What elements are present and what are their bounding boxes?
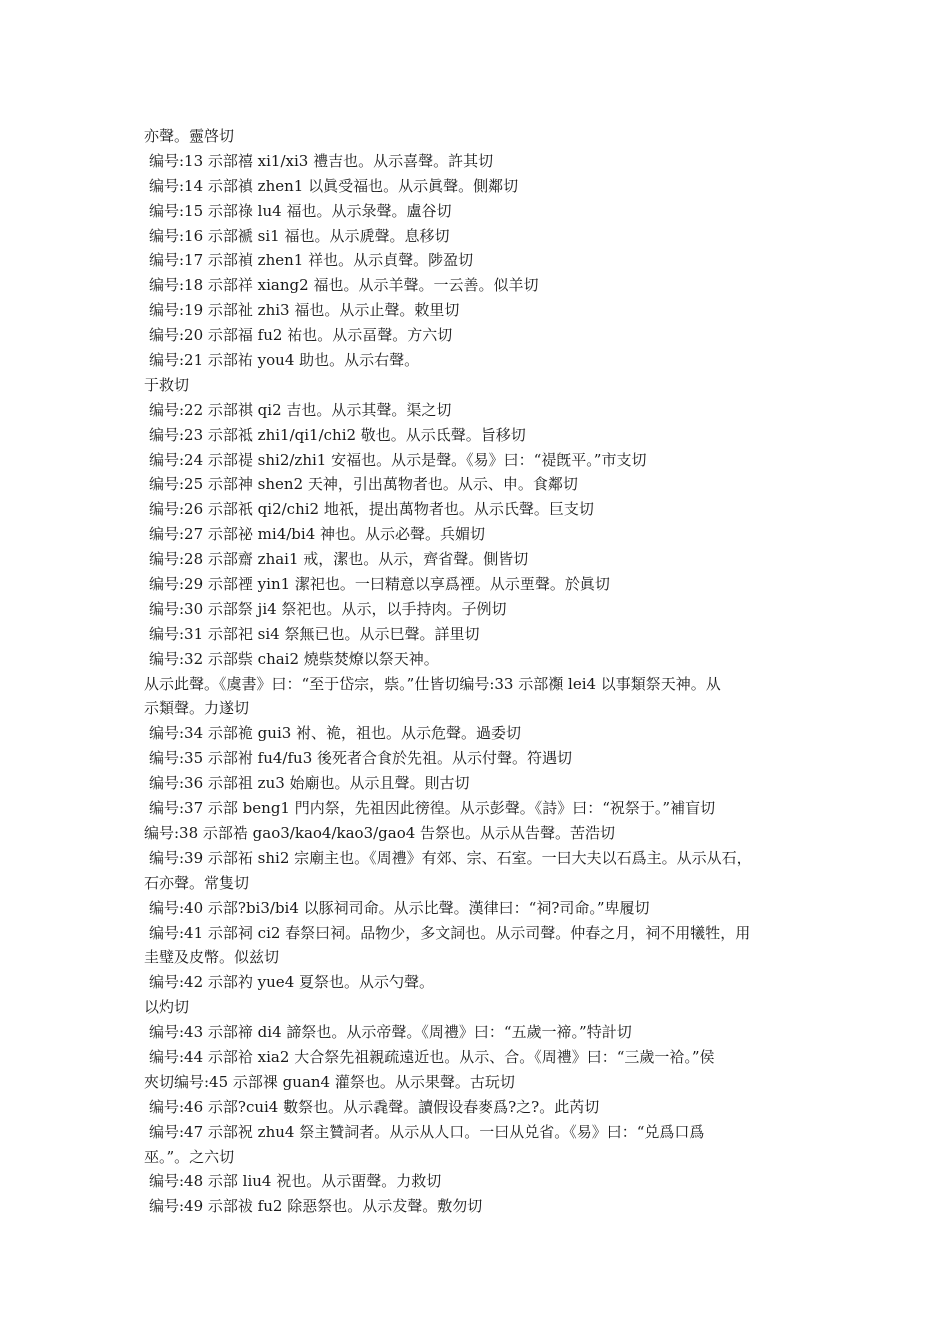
text-line: 编号:22 示部祺 qi2 吉也。从示其聲。渠之切	[149, 400, 452, 419]
text-line: 编号:18 示部祥 xiang2 福也。从示羊聲。一云善。似羊切	[149, 276, 539, 295]
text-line: 编号:35 示部袝 fu4/fu3 後死者合食於先祖。从示付聲。符遇切	[149, 749, 573, 768]
text-line: 编号:27 示部祕 mi4/bi4 神也。从示必聲。兵媚切	[149, 525, 486, 544]
text-line: 示類聲。力遂切	[144, 699, 250, 718]
text-line: 编号:14 示部禛 zhen1 以眞受福也。从示眞聲。側鄰切	[149, 176, 519, 195]
text-line: 编号:39 示部祏 shi2 宗廟主也。《周禮》有郊、宗、石室。一曰大夫以石爲主。从示从石，	[149, 848, 752, 867]
text-line: 编号:20 示部福 fu2 祐也。从示畐聲。方六切	[149, 326, 453, 345]
text-line: 石亦聲。常隻切	[144, 873, 250, 892]
text-line: 编号:29 示部禋 yin1 潔祀也。一曰精意以享爲禋。从示垔聲。於眞切	[149, 575, 610, 594]
text-line: 编号:25 示部神 shen2 天神，引出萬物者也。从示、申。食鄰切	[149, 475, 578, 494]
text-line: 编号:17 示部禎 zhen1 祥也。从示貞聲。陟盈切	[149, 251, 474, 270]
text-line: 编号:37 示部 beng1 門内祭，先祖因此徬徨。从示彭聲。《詩》曰：“祝祭于。”補盲切	[149, 799, 716, 818]
text-line: 编号:36 示部祖 zu3 始廟也。从示且聲。則古切	[149, 774, 470, 793]
text-line: 编号:24 示部禔 shi2/zhi1 安福也。从示是聲。《易》曰：“禔旣平。”市支切	[149, 450, 647, 469]
text-line: 编号:38 示部祰 gao3/kao4/kao3/gao4 告祭也。从示从告聲。苦浩切	[144, 823, 616, 842]
text-line: 编号:46 示部?cui4 數祭也。从示毳聲。讀假设春麥爲?之?。此芮切	[149, 1097, 600, 1116]
text-line: 编号:47 示部祝 zhu4 祭主贊詞者。从示从人口。一曰从兑省。《易》曰：“兑爲口爲	[149, 1122, 705, 1141]
text-line: 编号:23 示部祗 zhi1/qi1/chi2 敬也。从示氐聲。旨移切	[149, 425, 526, 444]
text-line: 亦聲。靈啓切	[144, 127, 235, 145]
text-line: 编号:19 示部祉 zhi3 福也。从示止聲。敕里切	[149, 301, 460, 320]
text-line: 编号:43 示部禘 di4 諦祭也。从示帝聲。《周禮》曰：“五歲一禘。”特計切	[149, 1023, 632, 1042]
text-line: 编号:28 示部齋 zhai1 戒，潔也。从示，齊省聲。側皆切	[149, 550, 529, 569]
text-line: 编号:15 示部祿 lu4 福也。从示彔聲。盧谷切	[149, 201, 452, 220]
text-line: 巫。”。之六切	[144, 1147, 235, 1166]
text-line: 编号:41 示部祠 ci2 春祭曰祠。品物少，多文詞也。从示司聲。仲春之月，祠不用犧牲，用	[149, 923, 751, 942]
text-line: 于救切	[144, 375, 190, 394]
text-line: 编号:49 示部祓 fu2 除惡祭也。从示犮聲。敷勿切	[149, 1197, 483, 1216]
text-line: 编号:13 示部禧 xi1/xi3 禮吉也。从示喜聲。許其切	[149, 151, 494, 170]
text-line: 编号:40 示部?bi3/bi4 以豚祠司命。从示比聲。漢律曰：“祠?司命。”卑履切	[149, 898, 650, 917]
text-line: 编号:30 示部祭 ji4 祭祀也。从示，以手持肉。子例切	[149, 599, 507, 618]
text-line: 编号:26 示部祇 qi2/chi2 地祇，提出萬物者也。从示氏聲。巨支切	[149, 500, 594, 519]
text-line: 以灼切	[144, 998, 190, 1017]
text-line: 编号:31 示部祀 si4 祭無已也。从示巳聲。詳里切	[149, 624, 480, 643]
document-page	[144, 124, 824, 1219]
text-line: 编号:16 示部褫 si1 福也。从示虒聲。息移切	[149, 226, 450, 245]
text-line: 从示此聲。《虞書》曰：“至于岱宗，祡。”仕皆切编号:33 示部禷 lei4 以事類祭天神。从	[144, 674, 721, 693]
text-line: 编号:32 示部祡 chai2 燒祡焚燎以祭天神。	[149, 649, 439, 668]
text-line: 编号:44 示部祫 xia2 大合祭先祖親疏遠近也。从示、合。《周禮》曰：“三歲一祫。”侯	[149, 1047, 715, 1066]
text-line: 圭璧及皮幣。似兹切	[144, 948, 280, 967]
text-line: 编号:34 示部祪 gui3 袝、祪，祖也。从示危聲。過委切	[149, 724, 522, 743]
text-line: 编号:48 示部 liu4 祝也。从示畱聲。力救切	[149, 1172, 442, 1191]
text-line: 编号:42 示部礿 yue4 夏祭也。从示勺聲。	[149, 973, 435, 992]
text-line: 夾切编号:45 示部祼 guan4 灌祭也。从示果聲。古玩切	[144, 1072, 515, 1091]
text-line: 编号:21 示部祐 you4 助也。从示右聲。	[149, 351, 420, 370]
